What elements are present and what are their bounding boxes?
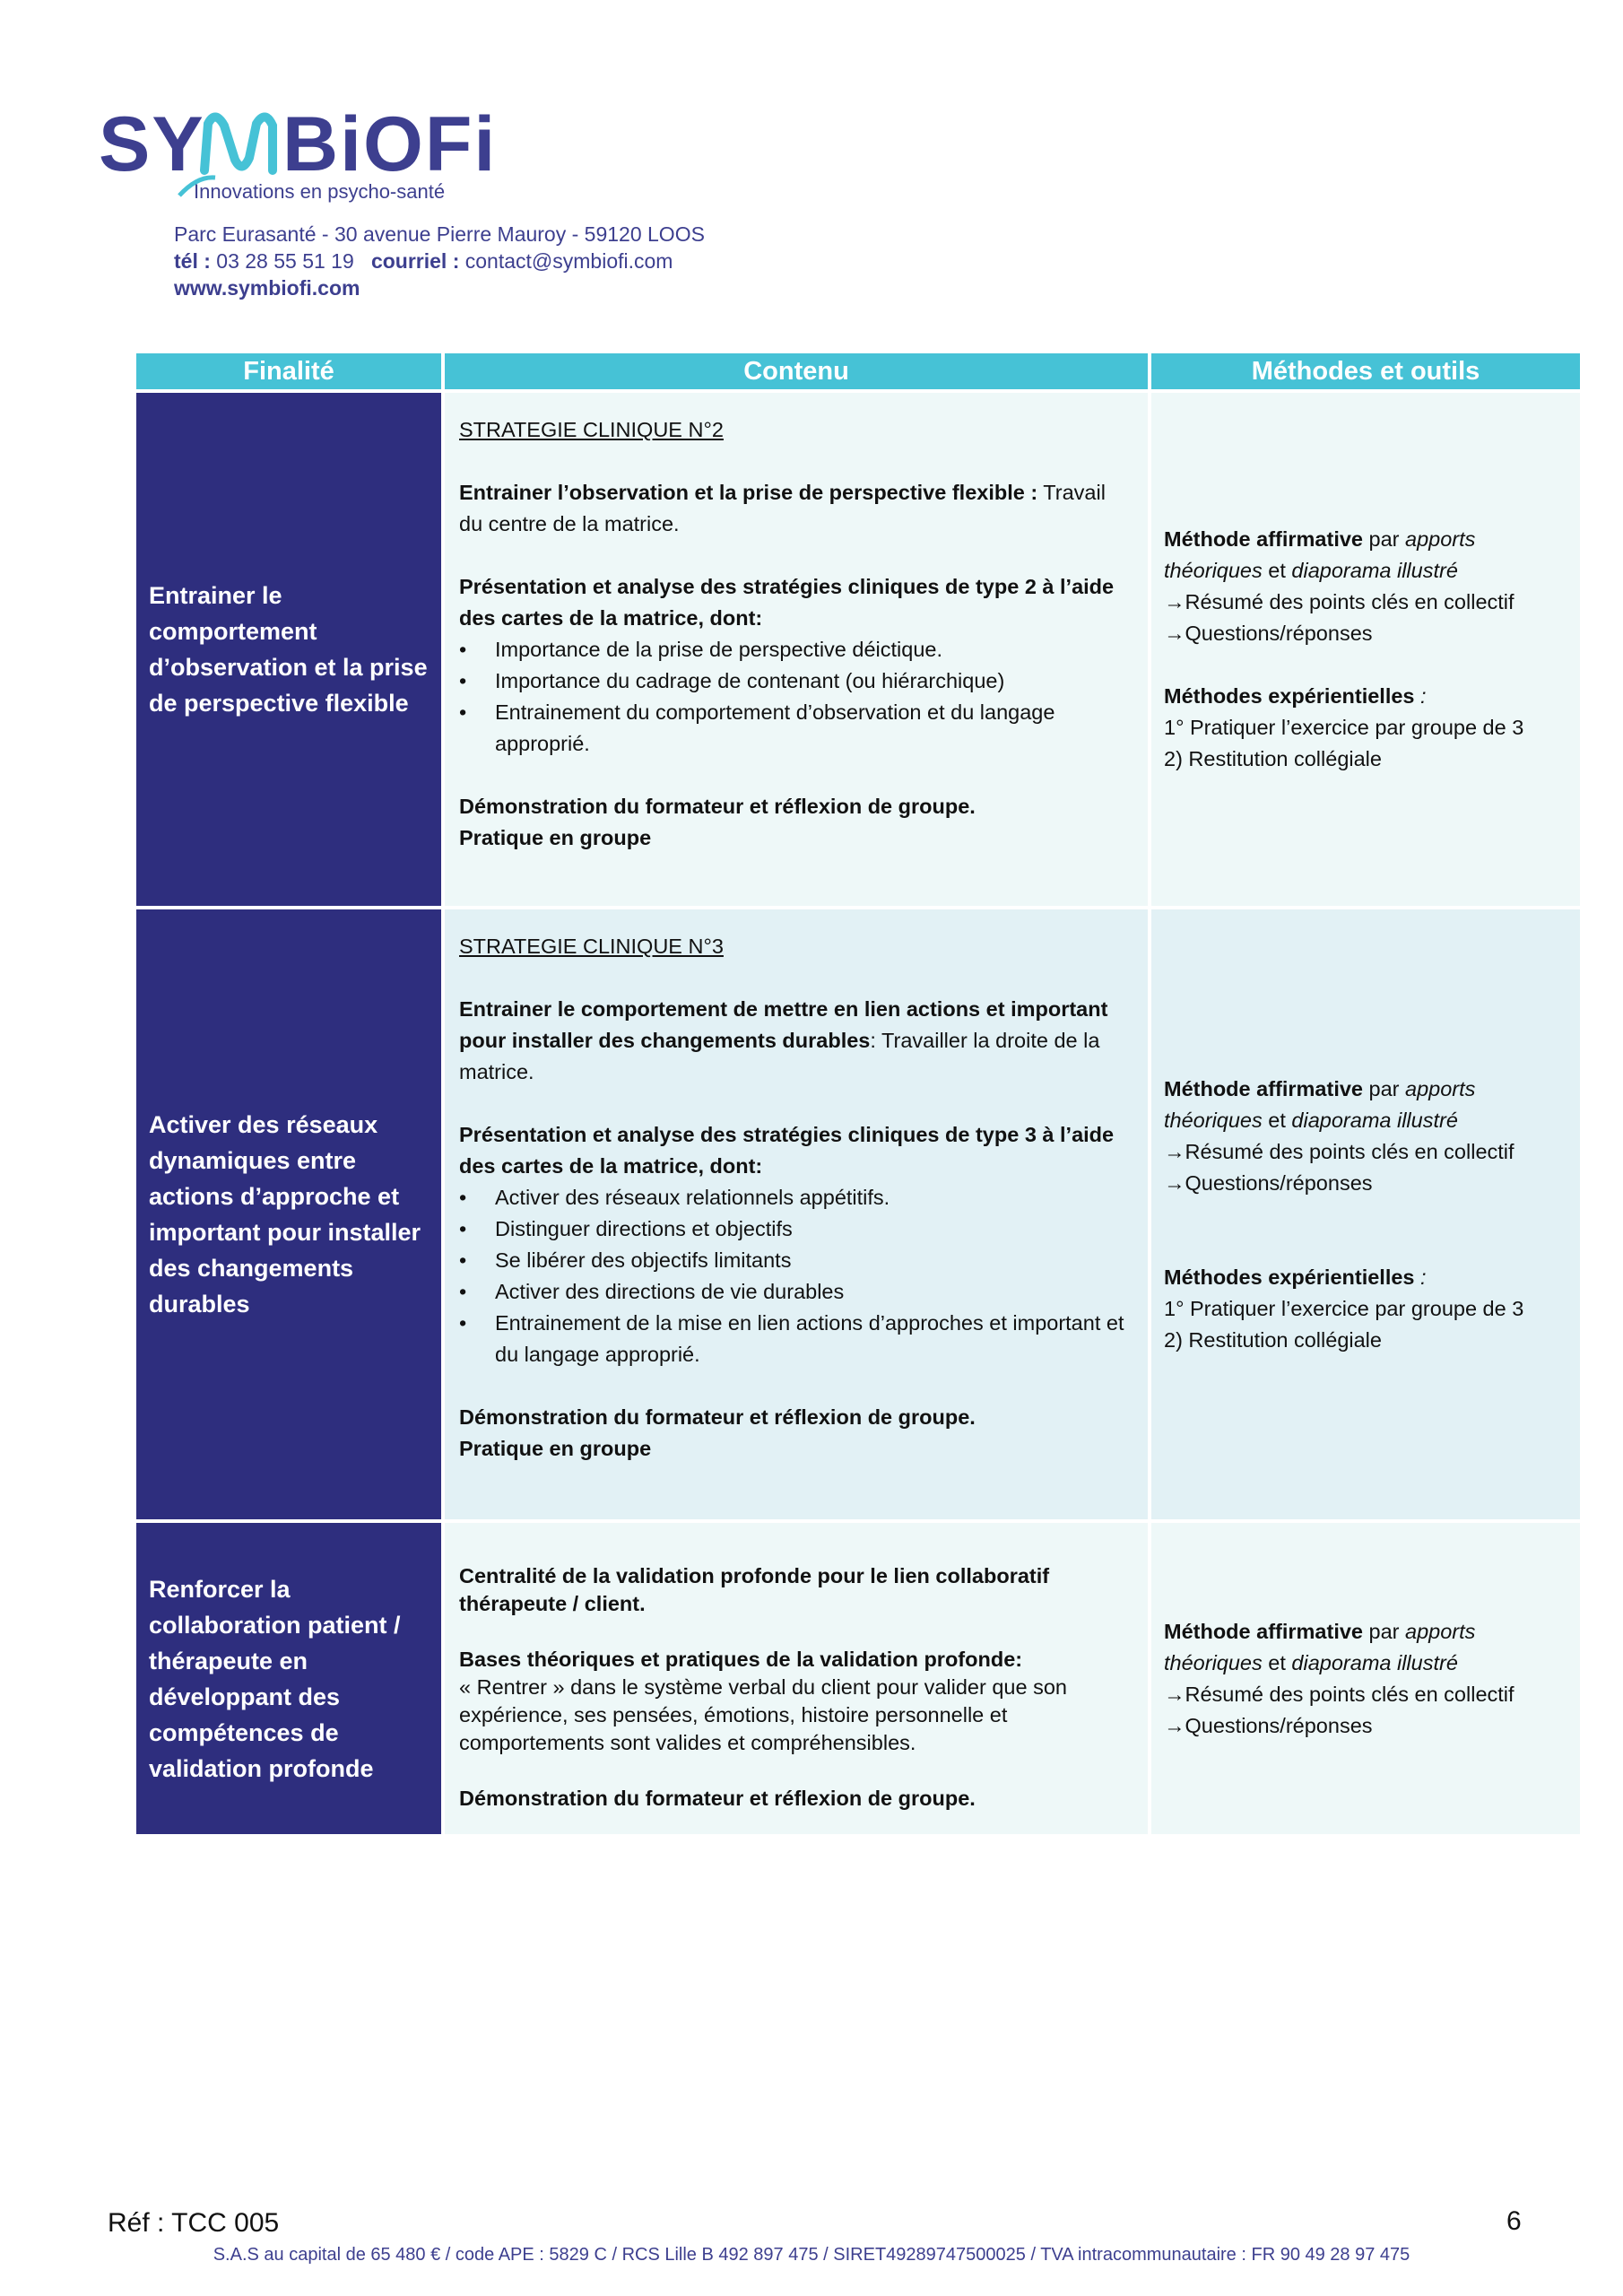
address-line: Parc Eurasanté - 30 avenue Pierre Mauroy - 59120 LOOS: [174, 222, 705, 246]
presentation-text: Présentation et analyse des stratégies cliniques de type 2 à l’aide des cartes de la matrice, dont:: [459, 575, 1115, 630]
list-item: • Distinguer directions et objectifs: [459, 1213, 1133, 1245]
contenu-cell: [445, 1523, 1148, 1834]
header-finalite: Finalité: [136, 353, 441, 389]
contenu-cell: [445, 909, 1148, 1519]
methodes-cell: Méthode affirmative par apports théoriques et diaporama illustré →Résumé des points clés en collectif →Questions/réponses: [1151, 1523, 1580, 1834]
svg-text:BiOFi: BiOFi: [282, 106, 498, 187]
page-number: 6: [1506, 2206, 1522, 2236]
intro-text: Entrainer le comportement de mettre en lien actions et important pour installer des changements durables: Travailler la droite de la matrice.: [459, 997, 1108, 1083]
email-address[interactable]: contact@symbiofi.com: [464, 249, 673, 273]
bases-text: « Rentrer » dans le système verbal du client pour valider que son expérience, ses pensées, émotions, histoire personnelle et comportements sont valides et compréhensibles.: [459, 1675, 1067, 1754]
intro-text: Entrainer l’observation et la prise de perspective flexible : Travail du centre de la matrice.: [459, 481, 1106, 535]
program-table: [133, 350, 1584, 1838]
contenu-cell: [445, 393, 1148, 906]
list-item: • Se libérer des objectifs limitants: [459, 1245, 1133, 1276]
methodes-cell: Méthode affirmative par apports théoriques et diaporama illustré →Résumé des points clés en collectif →Questions/réponses Méthodes expérientielles : 1° Pratiquer l’exercice par groupe de 3 2) Restitution collégiale: [1151, 909, 1580, 1519]
footer-reference: Réf : TCC 005: [108, 2208, 280, 2238]
logo-tagline: Innovations en psycho-santé: [194, 180, 446, 203]
header-methodes: Méthodes et outils: [1151, 353, 1580, 389]
bullet-list: [459, 634, 1133, 760]
demo-text: Démonstration du formateur et réflexion de groupe.: [459, 795, 976, 818]
practice-text: Pratique en groupe: [459, 1437, 652, 1460]
list-item: • Activer des directions de vie durables: [459, 1276, 1133, 1308]
finalite-cell: Entrainer le comportement d’observation et la prise de perspective flexible: [136, 393, 441, 906]
table-row: [136, 1523, 1580, 1834]
demo-text: Démonstration du formateur et réflexion de groupe.: [459, 1787, 976, 1810]
finalite-cell: Renforcer la collaboration patient / thérapeute en développant des compétences de validation profonde: [136, 1523, 441, 1834]
demo-text: Démonstration du formateur et réflexion de groupe.: [459, 1405, 976, 1429]
tel-label: tél :: [174, 249, 211, 273]
finalite-cell: Activer des réseaux dynamiques entre actions d’approche et important pour installer des changements durables: [136, 909, 441, 1519]
email-label: courriel :: [370, 249, 460, 273]
list-item: • Entrainement du comportement d’observation et du langage approprié.: [459, 697, 1133, 760]
list-item: • Importance de la prise de perspective déictique.: [459, 634, 1133, 665]
svg-text:SY: SY: [99, 106, 205, 187]
strategy-title: STRATEGIE CLINIQUE N°2: [459, 418, 724, 441]
presentation-text: Présentation et analyse des stratégies cliniques de type 3 à l’aide des cartes de la matrice, dont:: [459, 1123, 1115, 1178]
practice-text: Pratique en groupe: [459, 826, 652, 849]
strategy-title: STRATEGIE CLINIQUE N°3: [459, 935, 724, 958]
list-item: • Importance du cadrage de contenant (ou hiérarchique): [459, 665, 1133, 697]
tel-number: 03 28 55 51 19: [216, 249, 354, 273]
bases-title: Bases théoriques et pratiques de la validation profonde:: [459, 1648, 1023, 1671]
centralite-text: Centralité de la validation profonde pour le lien collaboratif thérapeute / client.: [459, 1564, 1050, 1615]
symbiofi-logo: [99, 106, 529, 213]
list-item: • Activer des réseaux relationnels appétitifs.: [459, 1182, 1133, 1213]
table-row: [136, 393, 1580, 906]
address-block: [174, 221, 705, 301]
footer-legal: S.A.S au capital de 65 480 € / code APE : 5829 C / RCS Lille B 492 897 475 / SIRET49289747500025 / TVA intracommunautaire : FR 90 49 28 97 475: [213, 2245, 1410, 2265]
table-row: [136, 909, 1580, 1519]
bullet-list: [459, 1182, 1133, 1370]
list-item: • Entrainement de la mise en lien actions d’approches et important et du langage approprié.: [459, 1308, 1133, 1370]
website-link[interactable]: www.symbiofi.com: [174, 276, 360, 300]
header-contenu: Contenu: [445, 353, 1148, 389]
methodes-cell: Méthode affirmative par apports théoriques et diaporama illustré →Résumé des points clés en collectif →Questions/réponses Méthodes expérientielles : 1° Pratiquer l’exercice par groupe de 3 2) Restitution collégiale: [1151, 393, 1580, 906]
